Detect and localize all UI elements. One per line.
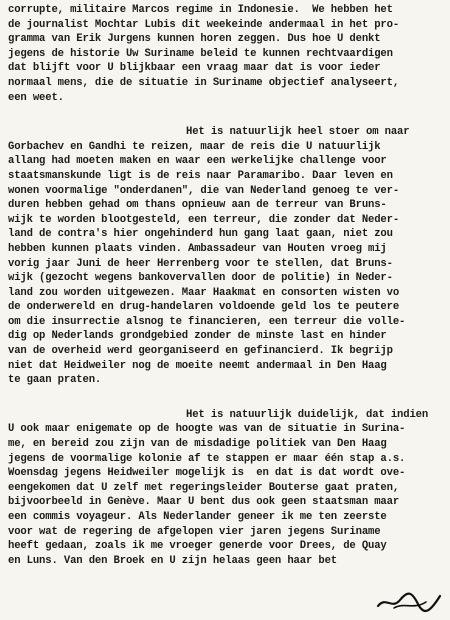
text-line: van de overheid werd georganiseerd en gefinancierd. Ik begrijp <box>8 345 393 358</box>
text-line: een commis voyageur. Als Nederlander geneer ik me ten zeerste <box>8 511 387 523</box>
text-line: de onderwereld en drug-handelaren voldoende geld los te peutere <box>8 301 400 314</box>
text-line: de journalist Mochtar Lubis dit weekeinde andermaal in het pro- <box>8 18 400 31</box>
text-line: voor wat de regering de afgelopen vier jaren jegens Suriname <box>8 525 381 538</box>
text-line: bijvoorbeeld in Genève. Maar U bent dus ook geen staatsman maar <box>8 496 400 509</box>
text-line: eengekomen dat U zelf met regeringsleider Bouterse gaat praten, <box>8 481 400 494</box>
text-line: hebben kunnen plaats vinden. Ambassadeur van Houten vroeg mij <box>8 242 387 255</box>
text-line: een weet. <box>8 91 64 104</box>
text-line: corrupte, militaire Marcos regime in Indonesie. We hebben het <box>8 4 393 16</box>
text-line: dat blijft voor U blijkbaar een vraag maar dat is voor ieder <box>8 62 381 75</box>
text-line: me, en bereid zou zijn van de misdadige politiek van Den Haag <box>8 438 387 451</box>
text-line: Woensdag jegens Heidweiler mogelijk is en dat is dat wordt ove- <box>8 467 406 480</box>
text-line: heeft gedaan, zoals ik me vroeger generde voor Drees, de Quay <box>8 540 387 553</box>
text-line: om die insurrectie alsnog te financieren, een terreur die volle- <box>8 315 406 328</box>
text-line: wonen voormalige "onderdanen", die van Nederland genoeg te ver- <box>8 184 400 197</box>
text-line: Het is natuurlijk duidelijk, dat indien <box>186 408 429 421</box>
text-line: wijk (gezocht wegens bankovervallen door de politie) in Neder- <box>8 272 393 285</box>
text-line: en Luns. Van den Broek en U zijn helaas geen haar bet <box>8 554 337 567</box>
text-line: dig op Nederlands grondgebied zonder de minste last en hinder <box>8 330 387 343</box>
text-line: te gaan praten. <box>8 374 102 387</box>
text-line: land de contra's hier ongehinderd hun gang laat gaan, niet zou <box>8 228 393 241</box>
text-line: staatsmanskunde ligt is de reis naar Paramaribo. Daar leven en <box>8 169 393 182</box>
text-line: Het is natuurlijk heel stoer om naar <box>186 126 410 139</box>
handwritten-signature <box>374 588 444 614</box>
paragraph-1 <box>8 3 444 105</box>
text-line: gramma van Erik Jurgens kunnen horen zeggen. Dus hoe U denkt <box>8 33 381 46</box>
text-line: U ook maar enigemate op de hoogte was van de situatie in Surina- <box>8 423 406 436</box>
text-line: allang had moeten maken en waar een werkelijke challenge voor <box>8 155 387 168</box>
text-line: jegens de historie Uw Suriname beleid te kunnen rechtvaardigen <box>8 47 393 60</box>
paragraph-2 <box>8 125 444 388</box>
text-line: land zou worden uitgewezen. Maar Haakmat en consorten wisten vo <box>8 286 400 299</box>
text-line: jegens de voormalige kolonie af te stappen er maar één stap a.s. <box>8 452 406 465</box>
paragraph-3 <box>8 408 444 569</box>
text-line: wijk te worden blootgesteld, een terreur, die zonder dat Neder- <box>8 213 400 226</box>
text-line: Gorbachev en Gandhi te reizen, maar de reis die U natuurlijk <box>8 140 381 153</box>
text-line: vorig jaar Juni de heer Herrenberg voor te stellen, dat Bruns- <box>8 257 393 270</box>
text-line: normaal mens, die de situatie in Suriname objectief analyseert, <box>8 76 400 89</box>
text-line: duren hebben gehad om thans opnieuw aan de terreur van Bruns- <box>8 199 387 212</box>
text-line: niet dat Heidweiler nog de moeite neemt andermaal in Den Haag <box>8 359 387 372</box>
